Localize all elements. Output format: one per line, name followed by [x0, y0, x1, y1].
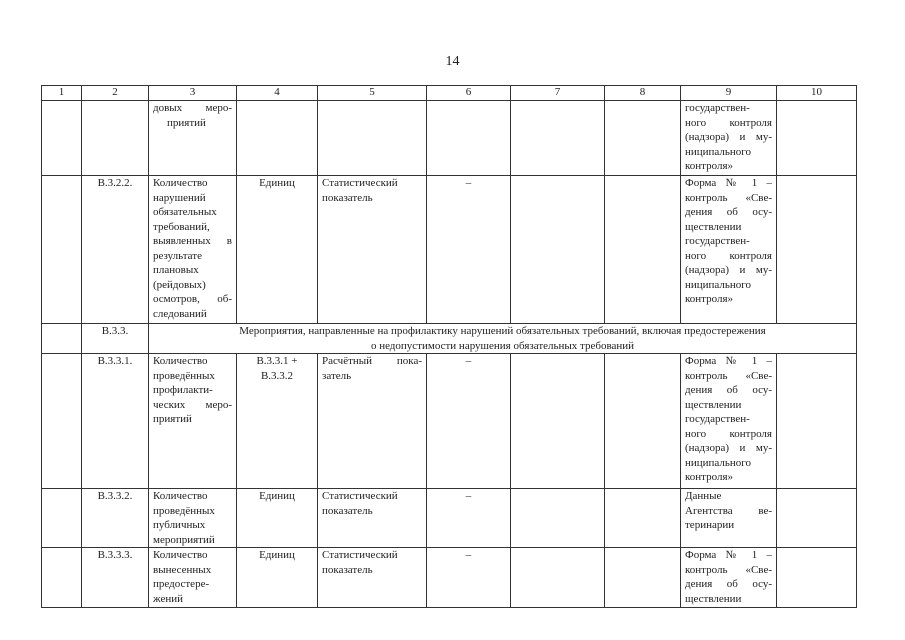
column-header: 10 [777, 86, 857, 101]
table-row [42, 101, 857, 176]
column-header: 3 [149, 86, 237, 101]
text-line: обязательных [153, 206, 217, 218]
cell-empty [777, 176, 857, 324]
cell-source [681, 176, 777, 324]
text-line: ществлении [685, 220, 742, 233]
text-line: о недопустимости нарушения обязательных требований [370, 339, 635, 352]
text-line: Форма № 1 – [685, 177, 772, 189]
cell-unit [237, 548, 318, 608]
text-line: контроля» [685, 160, 734, 172]
text-line: довых меро- [153, 102, 232, 114]
cell-num [42, 324, 82, 354]
text-line: результате [153, 249, 202, 262]
text-line: государствен- [685, 102, 750, 114]
text-line: нарушений [153, 191, 206, 204]
text-line: выявленных в [153, 235, 232, 247]
table-row [42, 548, 857, 608]
text-line: Количество [153, 549, 208, 561]
text-line: Форма № 1 – [685, 355, 772, 367]
text-line: контроля» [685, 293, 734, 305]
text-line: ществлении [685, 398, 742, 411]
cell-method [318, 101, 427, 176]
text-line: государствен- [685, 413, 750, 425]
text-line: ществлении [685, 592, 742, 605]
section-title [149, 324, 857, 354]
cell-code: В.3.3.2. [82, 489, 149, 548]
cell-empty [605, 548, 681, 608]
text-line: Единиц [259, 549, 295, 561]
table-row [42, 489, 857, 548]
text-line: публичных [153, 519, 206, 531]
text-line: проведённых [153, 369, 215, 382]
text-line: плановых [153, 264, 199, 276]
cell-empty [605, 101, 681, 176]
table-row [42, 354, 857, 489]
text-line: ниципального [685, 145, 752, 158]
cell-empty [605, 354, 681, 489]
text-line: контроль «Све- [685, 563, 772, 576]
table-row [42, 176, 857, 324]
cell-empty [511, 354, 605, 489]
text-line: ного контроля [685, 427, 772, 440]
cell-unit [237, 489, 318, 548]
text-line: Мероприятия, направленные на профилактику нарушений обязательных требований, включая предостережения [239, 325, 766, 337]
cell-empty [511, 548, 605, 608]
cell-num [42, 101, 82, 176]
cell-name [149, 489, 237, 548]
column-header: 1 [42, 86, 82, 101]
column-header: 5 [318, 86, 427, 101]
cell-name [149, 354, 237, 489]
text-line: ного контроля [685, 116, 772, 129]
text-line: (надзора) и му- [685, 264, 772, 276]
text-line: осмотров, об- [153, 293, 232, 305]
column-header: 4 [237, 86, 318, 101]
text-line: дения об осу- [685, 384, 772, 396]
text-line: проведённых [153, 504, 215, 517]
text-line: В.3.3.1 + [256, 355, 298, 367]
text-line: В.3.3.2 [260, 369, 294, 382]
text-line: мероприятий [153, 533, 215, 546]
cell-num [42, 176, 82, 324]
text-line: ниципального [685, 278, 752, 291]
cell-source [681, 489, 777, 548]
text-line: Данные [685, 490, 722, 502]
cell-empty [605, 176, 681, 324]
text-line: ниципального [685, 456, 752, 469]
text-line: дения об осу- [685, 578, 772, 590]
text-line: требований, [153, 220, 210, 233]
text-line: Расчётный пока- [322, 355, 422, 367]
text-line: следований [153, 307, 207, 320]
text-line: контроля» [685, 471, 734, 483]
text-line: затель [322, 369, 352, 382]
text-line: Количество [153, 355, 208, 367]
text-line: Статистический [322, 177, 398, 189]
text-line: государствен- [685, 235, 750, 247]
text-line: ного контроля [685, 249, 772, 262]
text-line: Статистический [322, 549, 398, 561]
cell-name [149, 176, 237, 324]
cell-code: В.3.3.1. [82, 354, 149, 489]
cell-code: В.3.2.2. [82, 176, 149, 324]
cell-name [149, 101, 237, 176]
cell-source [681, 354, 777, 489]
text-line: показатель [322, 563, 373, 576]
text-line: вынесенных [153, 563, 212, 576]
cell-method [318, 354, 427, 489]
text-line: контроль «Све- [685, 191, 772, 204]
column-header: 6 [427, 86, 511, 101]
cell-value: – [427, 176, 511, 324]
column-header: 2 [82, 86, 149, 101]
text-line: (рейдовых) [153, 278, 206, 291]
cell-empty [777, 101, 857, 176]
cell-empty [511, 101, 605, 176]
indicators-table [41, 85, 857, 608]
text-line: жений [153, 592, 183, 605]
cell-source [681, 548, 777, 608]
cell-code: В.3.3.3. [82, 548, 149, 608]
text-line: Статистический [322, 490, 398, 502]
cell-value: – [427, 489, 511, 548]
cell-method [318, 176, 427, 324]
cell-value [427, 101, 511, 176]
cell-unit: Единиц [237, 176, 318, 324]
page-number: 14 [445, 54, 460, 69]
section-row [42, 324, 857, 354]
text-line: дения об осу- [685, 206, 772, 218]
text-line: показатель [322, 504, 373, 517]
cell-name [149, 548, 237, 608]
column-header: 8 [605, 86, 681, 101]
column-header: 7 [511, 86, 605, 101]
text-line: профилакти- [153, 384, 213, 396]
cell-num [42, 548, 82, 608]
text-line: контроль «Све- [685, 369, 772, 382]
cell-unit [237, 101, 318, 176]
text-line: показатель [322, 191, 373, 204]
cell-empty [777, 354, 857, 489]
text-line: Агентства ве- [685, 504, 772, 517]
cell-empty [605, 489, 681, 548]
cell-num [42, 354, 82, 489]
header-row [42, 86, 857, 101]
text-line: Количество [153, 490, 208, 502]
cell-num [42, 489, 82, 548]
cell-unit [237, 354, 318, 489]
text-line: Форма № 1 – [685, 549, 772, 561]
text-line: Единиц [259, 490, 295, 502]
text-line: Количество [153, 177, 208, 189]
cell-empty [511, 176, 605, 324]
cell-empty [777, 548, 857, 608]
text-line: (надзора) и му- [685, 131, 772, 143]
section-code: В.3.3. [82, 324, 149, 354]
cell-method [318, 548, 427, 608]
text-line: ческих меро- [153, 398, 232, 411]
cell-code [82, 101, 149, 176]
cell-source [681, 101, 777, 176]
text-line: приятий [153, 413, 192, 425]
text-line: предостере- [153, 578, 210, 590]
cell-method [318, 489, 427, 548]
text-line: теринарии [685, 519, 735, 531]
text-line: (надзора) и му- [685, 442, 772, 454]
cell-empty [777, 489, 857, 548]
column-header: 9 [681, 86, 777, 101]
text-line: приятий [167, 116, 206, 129]
cell-value: – [427, 354, 511, 489]
cell-empty [511, 489, 605, 548]
cell-value: – [427, 548, 511, 608]
